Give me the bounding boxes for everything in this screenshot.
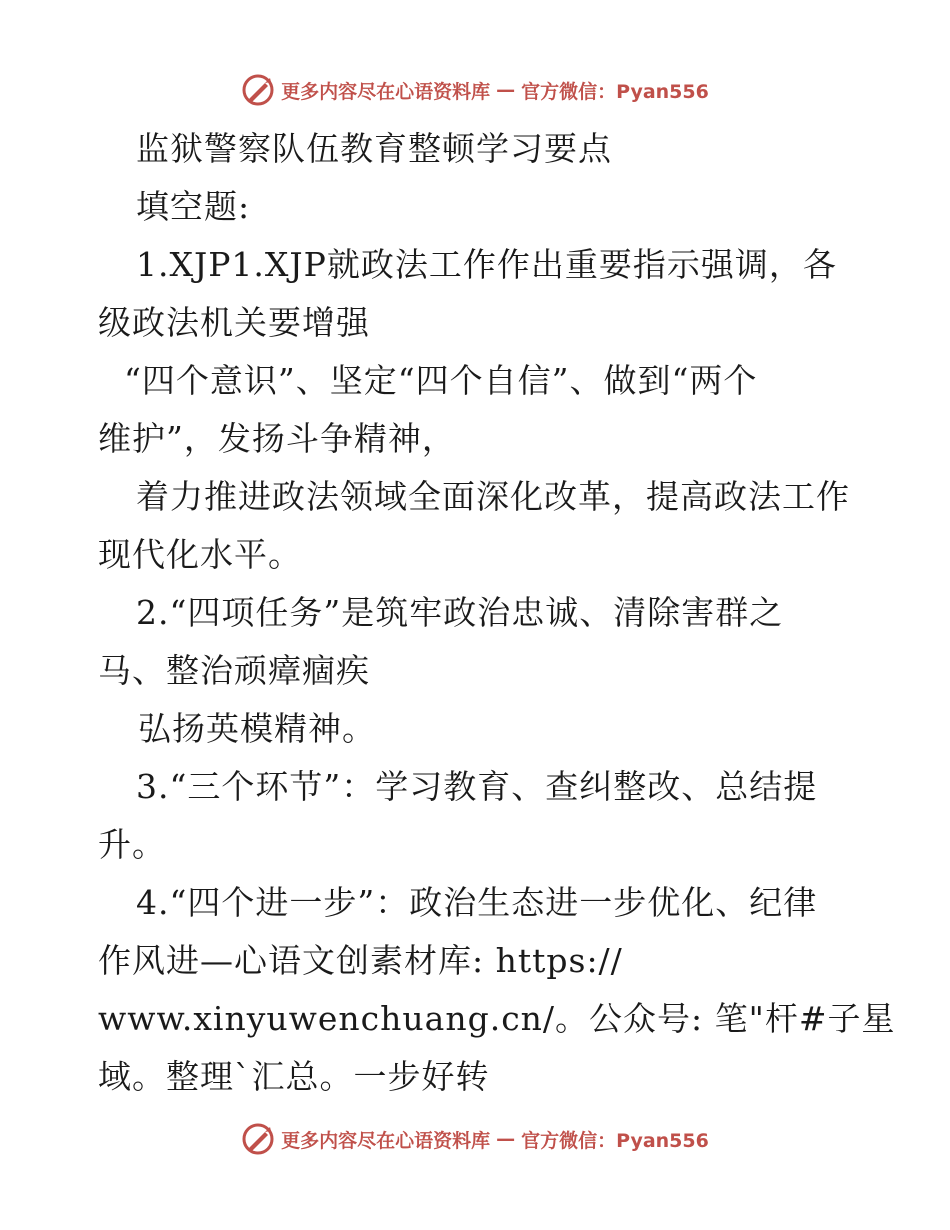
paragraph-line: 升。 xyxy=(98,825,166,864)
paragraph-line: 现代化水平。 xyxy=(98,535,302,574)
paragraph-line: 马、整治顽瘴痼疾 xyxy=(98,651,370,690)
paragraph-line: 1.XJP1.XJP就政法工作作出重要指示强调，各 xyxy=(136,245,837,284)
paragraph-line: 作风进—心语文创素材库: https:// xyxy=(98,941,623,980)
banner-dash: — xyxy=(496,1128,516,1150)
paragraph-line: 级政法机关要增强 xyxy=(98,303,370,342)
document-body xyxy=(98,120,896,1106)
paragraph-line: 着力推进政法领域全面深化改革，提高政法工作 xyxy=(136,477,850,516)
section-heading: 填空题: xyxy=(136,187,251,226)
paragraph-line: 域。整理`汇总。一步好转 xyxy=(98,1057,490,1096)
footer-banner xyxy=(0,1119,950,1159)
quill-pen-logo-icon xyxy=(241,73,275,107)
paragraph-line: 维护”，发扬斗争精神， xyxy=(98,419,456,458)
banner-text: 更多内容尽在心语资料库 xyxy=(281,80,491,103)
paragraph-line: www.xinyuwenchuang.cn/。公众号: 笔"杆#子星 xyxy=(98,999,896,1038)
paragraph-line: 4.“四个进一步”：政治生态进一步优化、纪律 xyxy=(136,883,818,922)
paragraph-line: 2.“四项任务”是筑牢政治忠诚、清除害群之 xyxy=(136,593,784,632)
banner-dash: — xyxy=(496,79,516,101)
paragraph-line: 弘扬英模精神。 xyxy=(138,709,376,748)
banner-wechat: 官方微信：Pyan556 xyxy=(521,1129,709,1152)
banner-text: 更多内容尽在心语资料库 xyxy=(281,1129,491,1152)
paragraph-line: 3.“三个环节”：学习教育、查纠整改、总结提 xyxy=(136,767,818,806)
document-title: 监狱警察队伍教育整顿学习要点 xyxy=(136,129,612,168)
paragraph-line: “四个意识”、坚定“四个自信”、做到“两个 xyxy=(124,361,758,400)
quill-pen-logo-icon xyxy=(241,1122,275,1156)
header-banner xyxy=(0,70,950,110)
banner-wechat: 官方微信：Pyan556 xyxy=(521,80,709,103)
